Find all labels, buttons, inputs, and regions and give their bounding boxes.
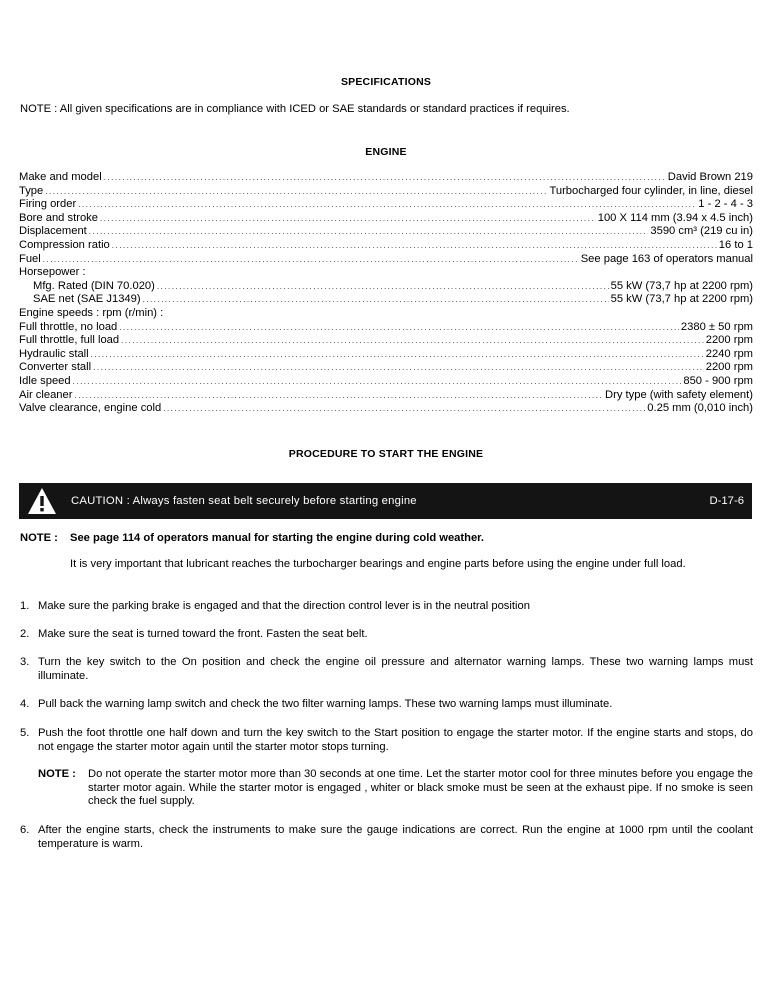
spec-label: Horsepower : bbox=[19, 266, 86, 279]
step5-note-label: NOTE : bbox=[38, 768, 76, 780]
leader-dots bbox=[112, 239, 717, 253]
spec-label: Valve clearance, engine cold bbox=[19, 402, 162, 415]
spec-value: Turbocharged four cylinder, in line, diesel bbox=[549, 184, 753, 197]
spec-label: Engine speeds : rpm (r/min) : bbox=[19, 306, 164, 319]
spec-value: 1 - 2 - 4 - 3 bbox=[698, 198, 753, 211]
spec-label: Fuel bbox=[19, 252, 41, 265]
leader-dots bbox=[78, 198, 696, 212]
spec-label: Bore and stroke bbox=[19, 211, 98, 224]
step-text: Push the foot throttle one half down and turn the key switch to the Start position to engage the starter motor. If the engine starts and stops, do not engage the starter motor again until the starter motor stops turning. bbox=[38, 727, 753, 753]
spec-label: Firing order bbox=[19, 198, 77, 211]
spec-row-idle-speed bbox=[19, 375, 753, 389]
spec-label: Hydraulic stall bbox=[19, 347, 89, 360]
caution-text: CAUTION : Always fasten seat belt securely before starting engine bbox=[71, 495, 417, 507]
spec-row-type bbox=[19, 185, 753, 199]
step-number: 6. bbox=[20, 824, 30, 836]
step-number: 3. bbox=[20, 656, 30, 668]
spec-value: David Brown 219 bbox=[667, 171, 753, 183]
spec-label: Air cleaner bbox=[19, 388, 73, 401]
step5-note-text: Do not operate the starter motor more than 30 seconds at one time. Let the starter motor cool for three minutes before you engage the starter motor again. While the starter motor is engaged , whiter or black smoke must be seen at the exhaust pipe. If no smoke is seen check the fuel supply. bbox=[88, 768, 753, 808]
spec-row-compression-ratio bbox=[19, 239, 753, 253]
leader-dots bbox=[93, 361, 704, 375]
step-text: Make sure the parking brake is engaged and that the direction control lever is in the neutral position bbox=[38, 600, 530, 612]
step-text: Turn the key switch to the On position and check the engine oil pressure and alternator warning lamps. These two warning lamps must illuminate. bbox=[38, 656, 753, 682]
engine-heading: ENGINE bbox=[365, 146, 407, 158]
spec-value: 55 kW (73,7 hp at 2200 rpm) bbox=[610, 293, 753, 306]
spec-row-horsepower-heading bbox=[19, 266, 753, 280]
spec-value: 55 kW (73,7 hp at 2200 rpm) bbox=[610, 279, 753, 292]
spec-label: Converter stall bbox=[19, 361, 92, 374]
specifications-note: NOTE : All given specifications are in compliance with ICED or SAE standards or standard practices if requires. bbox=[20, 103, 570, 115]
leader-dots bbox=[121, 334, 704, 348]
engine-spec-list bbox=[19, 171, 753, 416]
procedure-heading: PROCEDURE TO START THE ENGINE bbox=[288, 448, 484, 460]
leader-dots bbox=[91, 348, 704, 362]
leader-dots bbox=[100, 212, 596, 226]
spec-value: 3590 cm³ (219 cu in) bbox=[650, 225, 753, 238]
leader-dots bbox=[43, 253, 579, 267]
caution-banner bbox=[19, 483, 752, 519]
spec-value: See page 163 of operators manual bbox=[580, 252, 753, 265]
spec-row-full-throttle-no-load bbox=[19, 321, 753, 335]
step-number: 4. bbox=[20, 698, 30, 710]
spec-value: 2200 rpm bbox=[705, 361, 753, 374]
spec-row-air-cleaner bbox=[19, 389, 753, 403]
leader-dots bbox=[73, 375, 682, 389]
spec-label: Idle speed bbox=[19, 374, 71, 387]
warning-triangle-icon bbox=[27, 486, 57, 516]
leader-dots bbox=[104, 171, 666, 185]
spec-label: Full throttle, no load bbox=[19, 320, 118, 333]
step-text: Make sure the seat is turned toward the front. Fasten the seat belt. bbox=[38, 628, 368, 640]
step-number: 1. bbox=[20, 600, 30, 612]
spec-label: Compression ratio bbox=[19, 238, 110, 251]
spec-row-make-model bbox=[19, 171, 753, 185]
step-number: 2. bbox=[20, 628, 30, 640]
spec-label: Mfg. Rated (DIN 70.020) bbox=[33, 279, 155, 292]
spec-row-mfg-rated bbox=[19, 280, 753, 294]
spec-label: Make and model bbox=[19, 171, 102, 183]
spec-label: Type bbox=[19, 184, 44, 197]
spec-value: 2200 rpm bbox=[705, 334, 753, 347]
leader-dots bbox=[163, 402, 645, 416]
spec-value: 100 X 114 mm (3.94 x 4.5 inch) bbox=[597, 211, 753, 224]
leader-dots bbox=[119, 321, 679, 335]
spec-value: 2240 rpm bbox=[705, 347, 753, 360]
spec-label: SAE net (SAE J1349) bbox=[33, 293, 141, 306]
step-text: After the engine starts, check the instruments to make sure the gauge indications are correct. Run the engine at 1000 rpm until the coolant temperature is warm. bbox=[38, 824, 753, 850]
spec-row-full-throttle-full-load bbox=[19, 334, 753, 348]
spec-row-engine-speeds-heading bbox=[19, 307, 753, 321]
spec-row-bore-stroke bbox=[19, 212, 753, 226]
leader-dots bbox=[143, 293, 609, 307]
page-title: SPECIFICATIONS bbox=[340, 76, 432, 88]
leader-dots bbox=[89, 225, 649, 239]
spec-value: 2380 ± 50 rpm bbox=[680, 320, 753, 333]
spec-value: Dry type (with safety element) bbox=[605, 388, 753, 401]
spec-label: Full throttle, full load bbox=[19, 334, 120, 347]
step-text: Pull back the warning lamp switch and check the two filter warning lamps. These two warning lamps must illuminate. bbox=[38, 698, 613, 710]
procedure-note-text: See page 114 of operators manual for starting the engine during cold weather. bbox=[70, 532, 485, 544]
spec-row-displacement bbox=[19, 225, 753, 239]
spec-row-fuel bbox=[19, 253, 753, 267]
procedure-note-label: NOTE : bbox=[20, 532, 58, 544]
spec-value: 16 to 1 bbox=[718, 238, 753, 251]
spec-value: 850 - 900 rpm bbox=[683, 374, 753, 387]
leader-dots bbox=[157, 280, 609, 294]
leader-dots bbox=[45, 185, 547, 199]
spec-row-sae-net bbox=[19, 293, 753, 307]
caution-code: D-17-6 bbox=[709, 495, 744, 507]
step-number: 5. bbox=[20, 727, 30, 739]
leader-dots bbox=[74, 389, 603, 403]
spec-value: 0.25 mm (0,010 inch) bbox=[647, 402, 753, 415]
spec-row-converter-stall bbox=[19, 361, 753, 375]
spec-label: Displacement bbox=[19, 225, 87, 238]
procedure-note-paragraph: It is very important that lubricant reaches the turbocharger bearings and engine parts before using the engine under full load. bbox=[70, 558, 686, 570]
spec-row-firing-order bbox=[19, 198, 753, 212]
spec-row-valve-clearance bbox=[19, 402, 753, 416]
spec-row-hydraulic-stall bbox=[19, 348, 753, 362]
